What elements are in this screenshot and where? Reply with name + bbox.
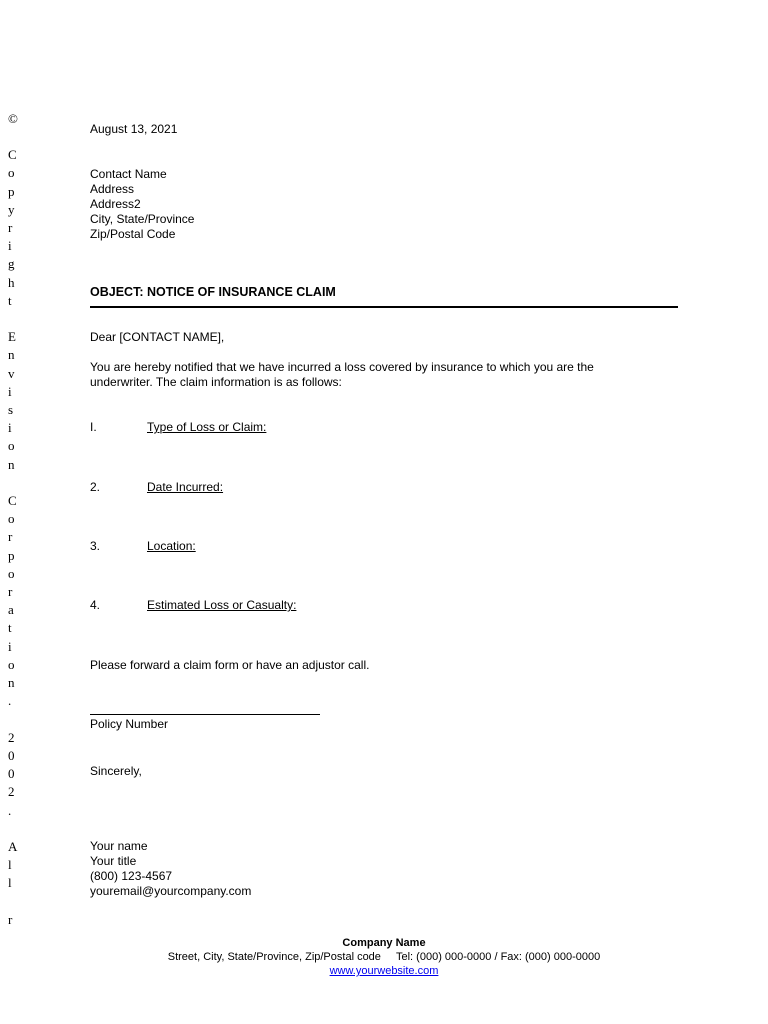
sidebar-char: C [8,147,17,163]
closing: Sincerely, [90,764,142,778]
recipient-line: City, State/Province [90,212,195,226]
item-label: Date Incurred: [147,480,224,494]
recipient-address [90,167,194,242]
sidebar-char: s [8,402,14,418]
sidebar-char: v [8,365,15,381]
website-link[interactable]: www.yourwebsite.com [329,965,439,977]
object-heading: OBJECT: NOTICE OF INSURANCE CLAIM [90,285,336,299]
sidebar-char: a [8,602,14,618]
intro-paragraph: You are hereby notified that we have incurred a loss covered by insurance to which you are the underwriter. The claim information is as follows: [90,360,594,389]
recipient-line: Address2 [90,197,141,211]
sidebar-char: E [8,329,16,345]
signature-block [90,839,251,899]
claim-item [90,480,223,494]
sidebar-char: h [8,274,15,290]
sidebar-char: n [8,347,15,363]
sidebar-char: A [8,838,18,854]
claim-item [90,598,296,612]
sidebar-char [8,820,20,838]
sidebar-char: . [8,802,12,818]
sidebar-char: n [8,675,15,691]
sidebar-char [8,474,20,492]
signature-line: youremail@yourcompany.com [90,884,252,898]
sidebar-char: r [8,584,13,600]
sidebar-char: p [8,547,15,563]
sidebar-char: p [8,183,15,199]
item-number: I. [90,420,97,434]
item-number: 4. [90,598,101,612]
sidebar-char: r [8,220,13,236]
sidebar-char: r [8,911,13,927]
sidebar-char: C [8,493,17,509]
sidebar-char [8,711,20,729]
company-name: Company Name [342,937,426,949]
sidebar-char: n [8,456,15,472]
sidebar-char: t [8,620,12,636]
sidebar-char [8,893,20,911]
copyright-sidebar [8,110,20,929]
signature-line: Your name [90,839,148,853]
company-address: Street, City, State/Province, Zip/Postal code Tel: (000) 000-0000 / Fax: (000) 000-0000 [167,951,601,963]
claim-item [90,539,196,553]
sidebar-char: o [8,438,15,454]
sidebar-char: o [8,565,15,581]
signature-line: Your title [90,854,137,868]
recipient-line: Contact Name [90,167,167,181]
forward-request: Please forward a claim form or have an adjustor call. [90,658,370,672]
heading-divider [90,306,678,308]
sidebar-char: g [8,256,15,272]
sidebar-char: o [8,656,15,672]
policy-signature-line [90,714,320,715]
copyright-symbol: © [8,111,18,126]
item-label: Location: [147,539,196,553]
sidebar-char: 0 [8,747,15,763]
sidebar-char: 2 [8,784,15,800]
recipient-line: Zip/Postal Code [90,227,176,241]
policy-number-label: Policy Number [90,717,169,731]
sidebar-char: i [8,420,12,436]
sidebar-char: 2 [8,729,15,745]
sidebar-char: o [8,165,15,181]
sidebar-char: 0 [8,766,15,782]
item-label: Type of Loss or Claim: [147,420,267,434]
signature-line: (800) 123-4567 [90,869,173,883]
page-footer [0,936,768,978]
sidebar-char: l [8,857,12,873]
sidebar-char [8,310,20,328]
salutation: Dear [CONTACT NAME], [90,330,225,344]
sidebar-char: i [8,638,12,654]
letter-date: August 13, 2021 [90,122,178,136]
item-number: 3. [90,539,101,553]
claim-item [90,420,266,434]
item-label: Estimated Loss or Casualty: [147,598,297,612]
sidebar-char: t [8,292,12,308]
sidebar-char: y [8,201,15,217]
sidebar-char: i [8,238,12,254]
sidebar-char: o [8,511,15,527]
sidebar-char: r [8,529,13,545]
sidebar-char: i [8,383,12,399]
item-number: 2. [90,480,101,494]
recipient-line: Address [90,182,135,196]
sidebar-char: l [8,875,12,891]
sidebar-char: . [8,693,12,709]
